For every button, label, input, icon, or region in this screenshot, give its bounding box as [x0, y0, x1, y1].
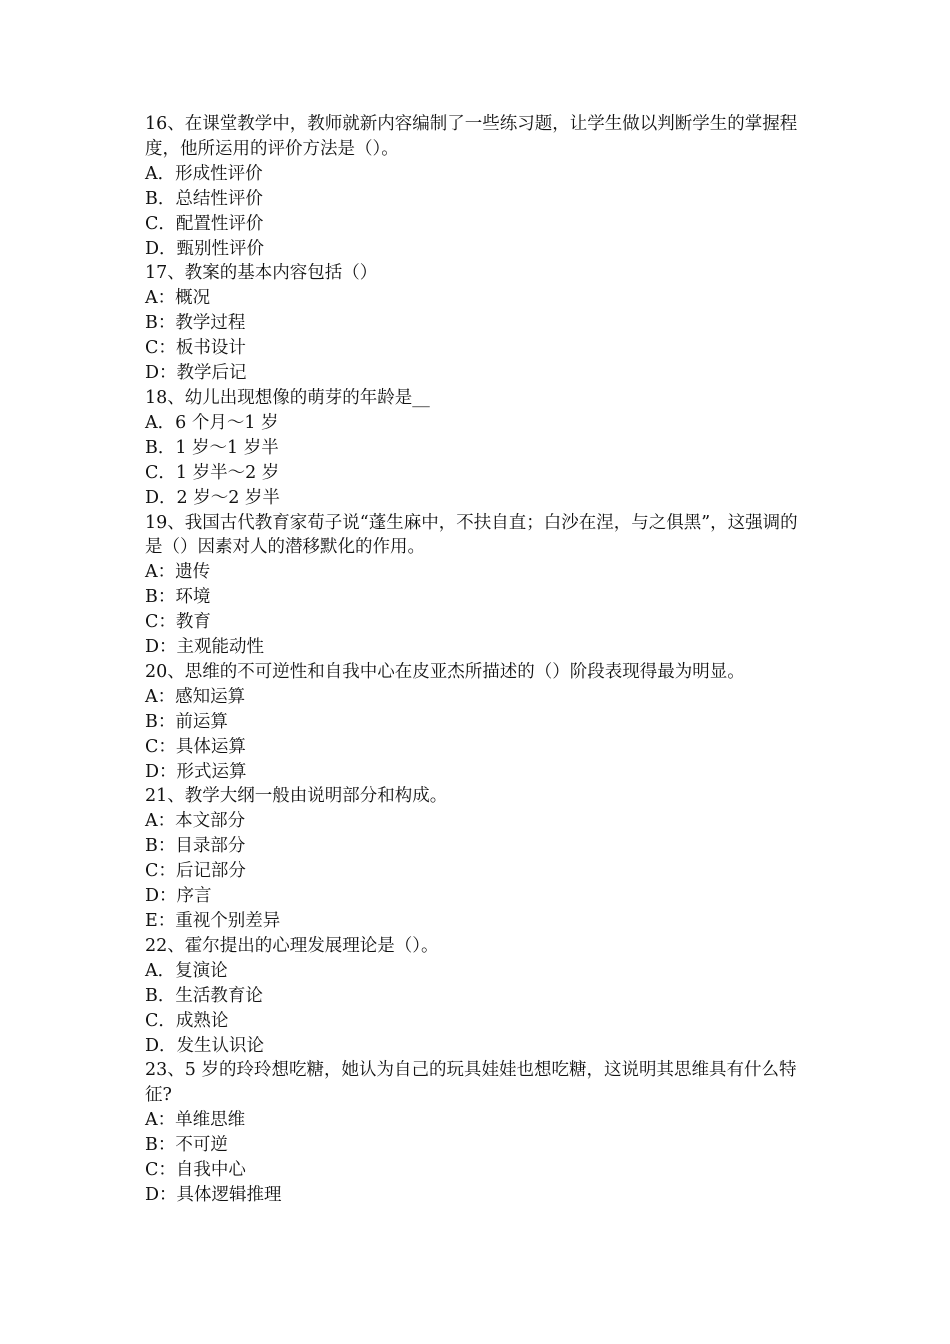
- question-text: 23、5 岁的玲玲想吃糖，她认为自己的玩具娃娃也想吃糖，这说明其思维具有什么特征?: [145, 1060, 797, 1106]
- option-b: B：不可逆: [145, 1135, 228, 1156]
- question-text: 20、思维的不可逆性和自我中心在皮亚杰所描述的（）阶段表现得最为明显。: [145, 661, 745, 682]
- option-e: E：重视个别差异: [145, 911, 281, 931]
- option-a: A：感知运算: [145, 686, 246, 707]
- option-c: C：自我中心: [145, 1160, 246, 1181]
- question-text: 16、在课堂教学中，教师就新内容编制了一些练习题，让学生做以判断学生的掌握程度，他所运用的评价方法是（）。: [145, 114, 798, 159]
- option-b: B：教学过程: [145, 313, 246, 334]
- question-block-19: [145, 511, 810, 660]
- option-a: A．复演论: [145, 960, 228, 981]
- option-d: D．2 岁～2 岁半: [145, 487, 280, 508]
- question-block-20: [145, 660, 810, 785]
- option-d: D．甄别性评价: [145, 238, 265, 259]
- question-text: 22、霍尔提出的心理发展理论是（）。: [145, 935, 439, 956]
- option-a: A：单维思维: [145, 1110, 246, 1131]
- option-c: C：板书设计: [145, 338, 246, 359]
- option-b: B：目录部分: [145, 836, 246, 857]
- document-page: [145, 112, 810, 1208]
- option-b: B．生活教育论: [145, 985, 263, 1006]
- option-b: B：前运算: [145, 711, 228, 732]
- question-text: 18、幼儿出现想像的萌芽的年龄是__: [145, 387, 430, 408]
- question-block-21: [145, 784, 810, 933]
- question-block-18: [145, 386, 810, 511]
- option-c: C：具体运算: [145, 736, 246, 757]
- question-block-17: [145, 261, 810, 386]
- question-block-23: [145, 1058, 810, 1207]
- question-block-22: [145, 934, 810, 1059]
- option-b: B．总结性评价: [145, 188, 263, 209]
- option-a: A：遗传: [145, 562, 211, 583]
- option-c: C．1 岁半～2 岁: [145, 462, 280, 483]
- option-a: A：概况: [145, 288, 211, 309]
- option-d: D．发生认识论: [145, 1035, 265, 1056]
- option-a: A．形成性评价: [145, 163, 263, 184]
- option-b: B．1 岁～1 岁半: [145, 437, 279, 458]
- option-c: C．成熟论: [145, 1010, 229, 1031]
- option-c: C：教育: [145, 612, 211, 633]
- question-text: 19、我国古代教育家荀子说“蓬生麻中，不扶自直；白沙在涅，与之俱黑”，这强调的是（）因素对人的潜移默化的作用。: [145, 512, 798, 558]
- option-c: C．配置性评价: [145, 213, 264, 234]
- option-a: A．6 个月～1 岁: [145, 412, 279, 433]
- option-d: D：形式运算: [145, 761, 247, 782]
- option-b: B：环境: [145, 587, 211, 608]
- option-a: A：本文部分: [145, 811, 246, 832]
- question-block-16: [145, 112, 810, 261]
- option-d: D：序言: [145, 886, 212, 907]
- question-text: 17、教案的基本内容包括（）: [145, 263, 378, 284]
- option-d: D：具体逻辑推理: [145, 1184, 282, 1205]
- option-d: D：教学后记: [145, 363, 247, 384]
- option-d: D：主观能动性: [145, 637, 265, 658]
- option-c: C：后记部分: [145, 861, 246, 882]
- question-text: 21、教学大纲一般由说明部分和构成。: [145, 786, 448, 807]
